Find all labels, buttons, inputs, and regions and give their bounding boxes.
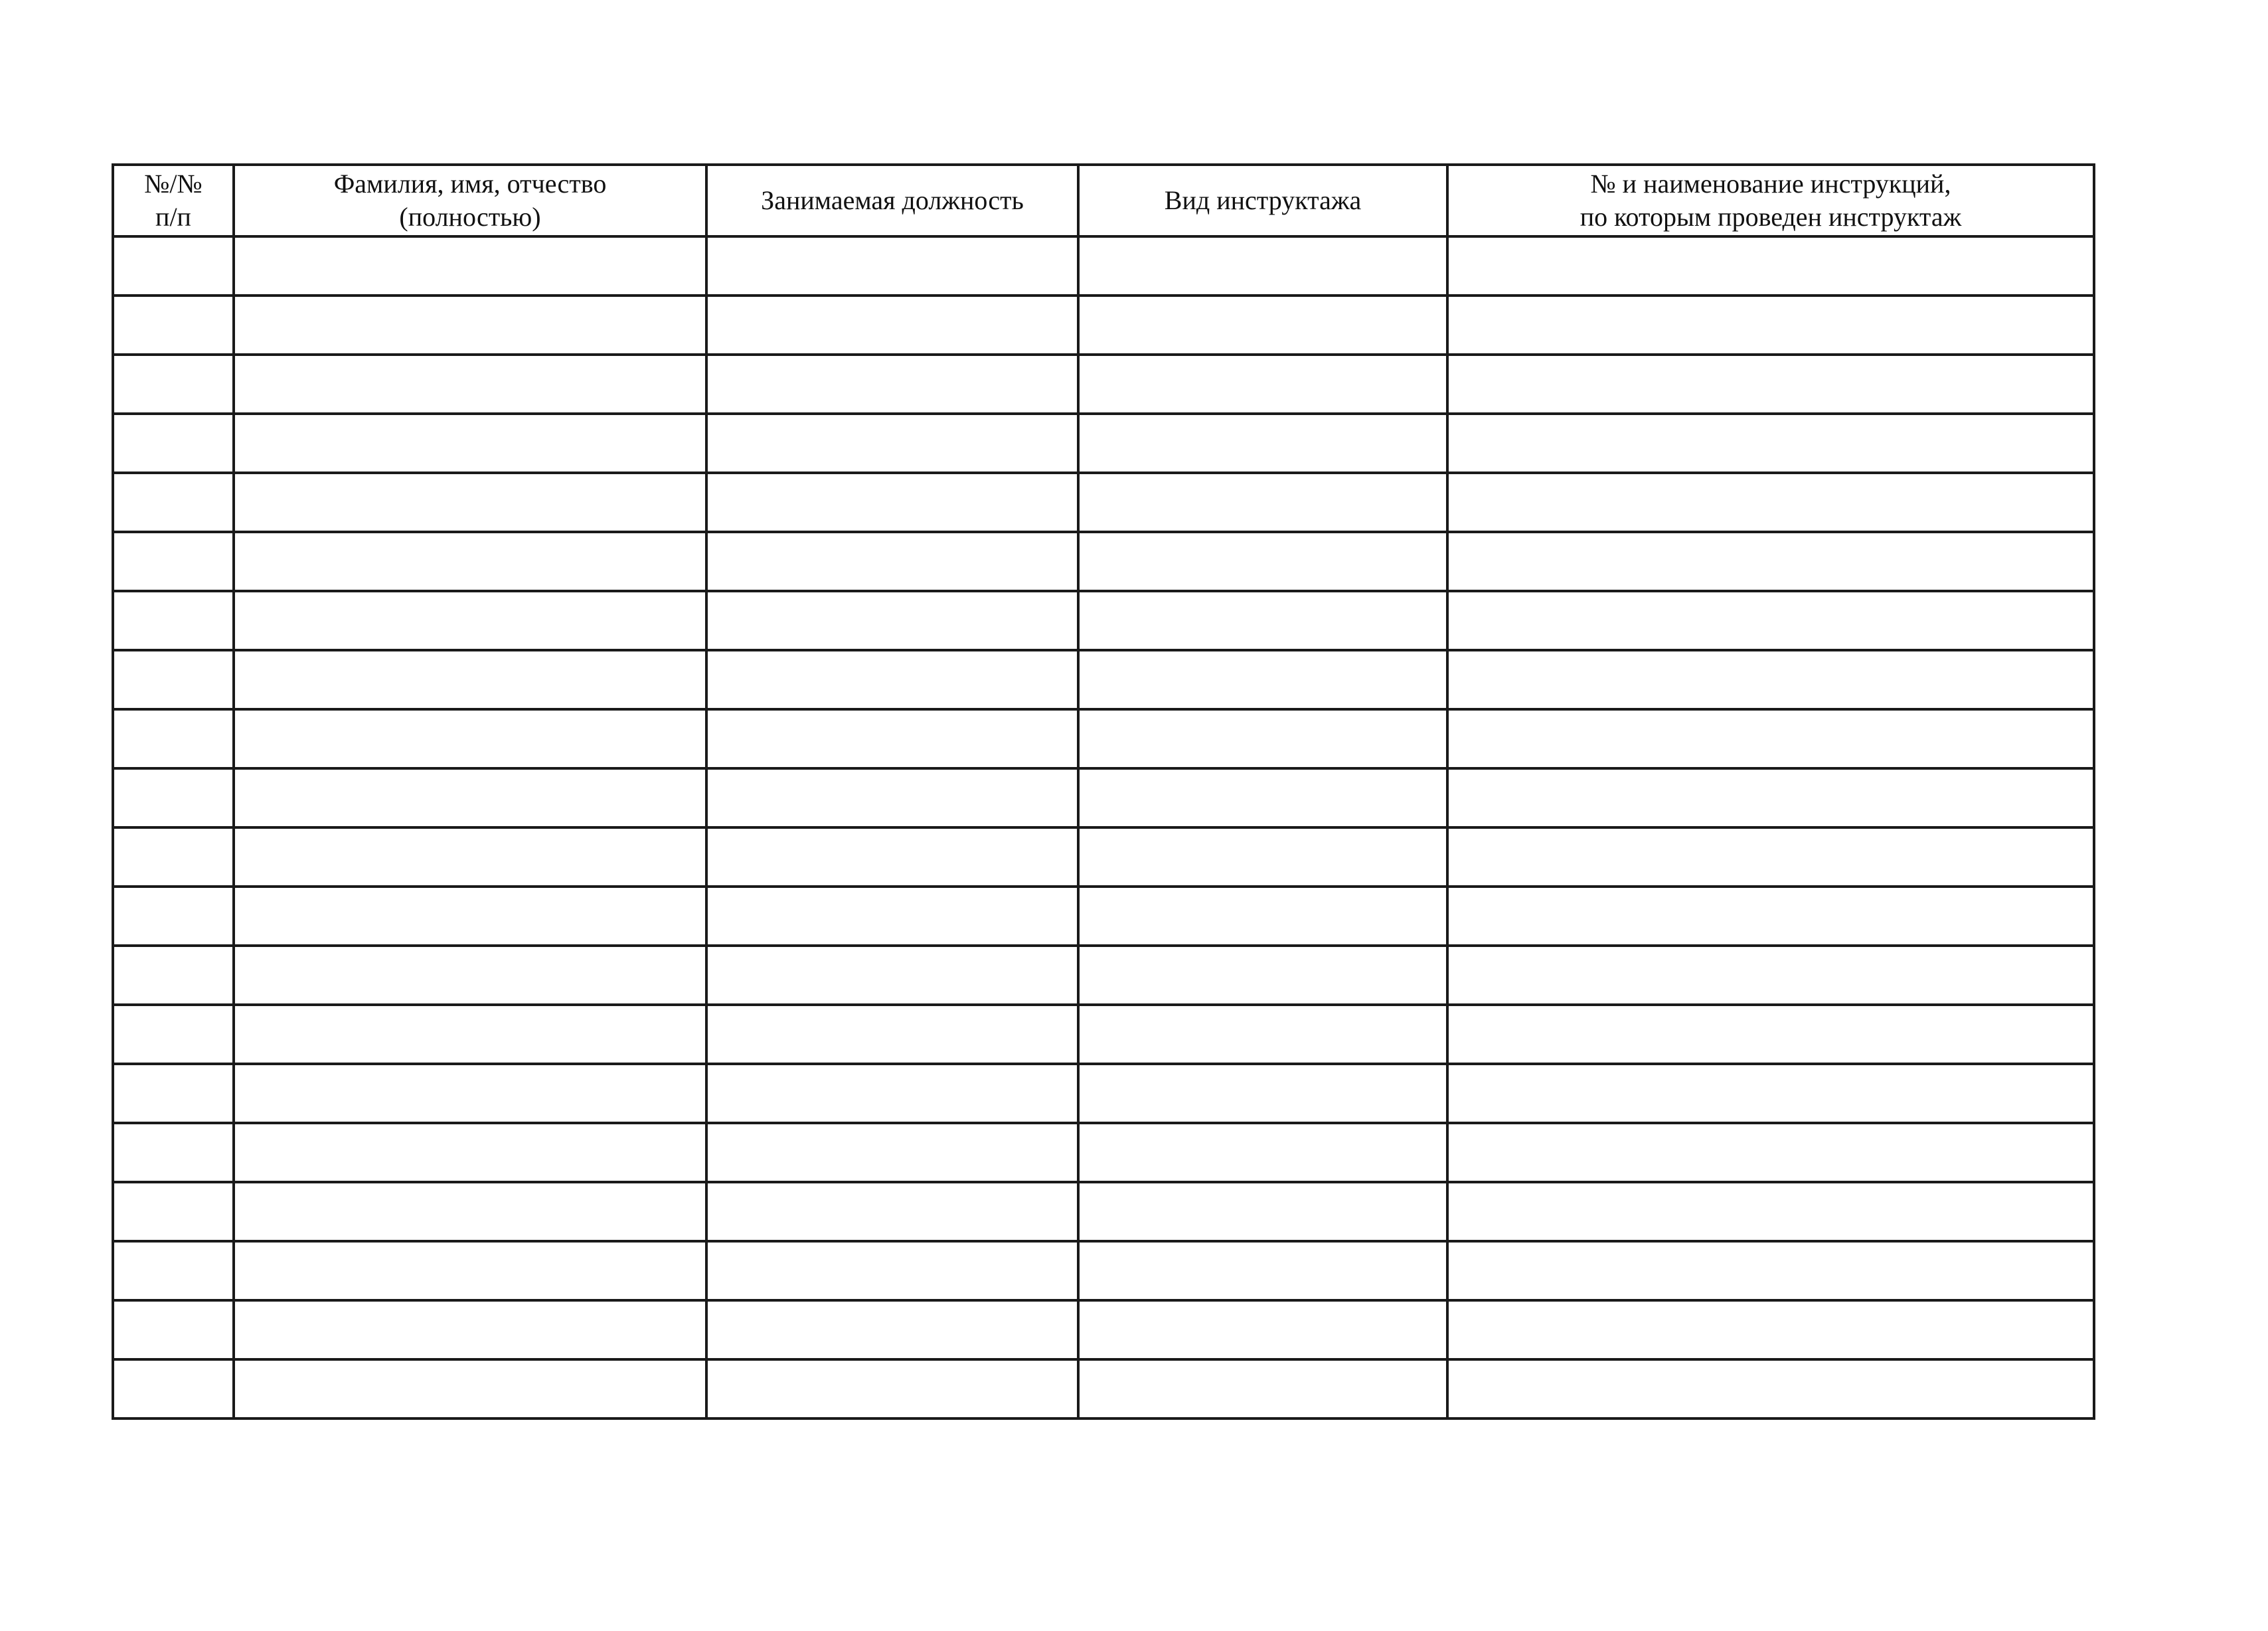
cell-position: [706, 1359, 1078, 1418]
table-row: [113, 1300, 2094, 1359]
table-row: [113, 532, 2094, 591]
cell-full-name: [234, 1182, 706, 1241]
header-instructions-line-2: по которым проведен инструктаж: [1580, 202, 1962, 232]
cell-instructions: [1447, 1064, 2094, 1123]
cell-position: [706, 236, 1078, 296]
cell-instructions: [1447, 1359, 2094, 1418]
cell-position: [706, 532, 1078, 591]
table-row: [113, 1005, 2094, 1064]
cell-instructions: [1447, 650, 2094, 709]
cell-position: [706, 1005, 1078, 1064]
cell-instructions: [1447, 1005, 2094, 1064]
cell-position: [706, 1182, 1078, 1241]
header-instructions: [1447, 165, 2094, 236]
cell-instructions: [1447, 355, 2094, 414]
cell-number: [113, 355, 234, 414]
cell-full-name: [234, 650, 706, 709]
table-row: [113, 236, 2094, 296]
cell-number: [113, 414, 234, 473]
header-full-name-line-1: Фамилия, имя, отчество: [333, 169, 607, 199]
header-full-name: [234, 165, 706, 236]
cell-instructions: [1447, 1182, 2094, 1241]
cell-position: [706, 591, 1078, 650]
cell-position: [706, 1064, 1078, 1123]
cell-number: [113, 1241, 234, 1300]
header-position-line-1: Занимаемая должность: [761, 185, 1024, 215]
cell-full-name: [234, 709, 706, 768]
cell-briefing-type: [1078, 296, 1447, 355]
table-row: [113, 1241, 2094, 1300]
cell-instructions: [1447, 1300, 2094, 1359]
cell-number: [113, 1123, 234, 1182]
cell-position: [706, 946, 1078, 1005]
table-row: [113, 1182, 2094, 1241]
cell-number: [113, 296, 234, 355]
cell-full-name: [234, 236, 706, 296]
table-row: [113, 473, 2094, 532]
cell-briefing-type: [1078, 709, 1447, 768]
cell-position: [706, 473, 1078, 532]
cell-instructions: [1447, 827, 2094, 887]
cell-number: [113, 532, 234, 591]
cell-instructions: [1447, 709, 2094, 768]
cell-instructions: [1447, 591, 2094, 650]
cell-instructions: [1447, 473, 2094, 532]
cell-position: [706, 1241, 1078, 1300]
cell-number: [113, 591, 234, 650]
cell-instructions: [1447, 1123, 2094, 1182]
cell-position: [706, 650, 1078, 709]
cell-full-name: [234, 1359, 706, 1418]
cell-briefing-type: [1078, 887, 1447, 946]
cell-full-name: [234, 355, 706, 414]
cell-position: [706, 768, 1078, 827]
header-position: [706, 165, 1078, 236]
cell-briefing-type: [1078, 236, 1447, 296]
cell-full-name: [234, 414, 706, 473]
cell-full-name: [234, 1241, 706, 1300]
header-briefing-type: [1078, 165, 1447, 236]
cell-number: [113, 887, 234, 946]
table-row: [113, 1064, 2094, 1123]
table-row: [113, 827, 2094, 887]
cell-number: [113, 473, 234, 532]
briefing-register-table: [112, 163, 2095, 1420]
cell-position: [706, 414, 1078, 473]
header-number-line-2: п/п: [155, 202, 191, 232]
cell-position: [706, 1123, 1078, 1182]
table-body: [113, 236, 2094, 1418]
cell-full-name: [234, 1005, 706, 1064]
cell-briefing-type: [1078, 768, 1447, 827]
cell-instructions: [1447, 532, 2094, 591]
cell-full-name: [234, 1300, 706, 1359]
cell-position: [706, 296, 1078, 355]
cell-full-name: [234, 591, 706, 650]
cell-briefing-type: [1078, 1182, 1447, 1241]
cell-instructions: [1447, 1241, 2094, 1300]
cell-full-name: [234, 532, 706, 591]
cell-briefing-type: [1078, 1064, 1447, 1123]
cell-briefing-type: [1078, 473, 1447, 532]
cell-full-name: [234, 1064, 706, 1123]
table-header: [113, 165, 2094, 236]
cell-number: [113, 236, 234, 296]
cell-briefing-type: [1078, 1300, 1447, 1359]
table-row: [113, 768, 2094, 827]
cell-briefing-type: [1078, 946, 1447, 1005]
cell-number: [113, 1182, 234, 1241]
table-row: [113, 414, 2094, 473]
cell-number: [113, 946, 234, 1005]
cell-full-name: [234, 473, 706, 532]
header-full-name-line-2: (полностью): [399, 202, 541, 232]
cell-position: [706, 1300, 1078, 1359]
cell-position: [706, 887, 1078, 946]
cell-instructions: [1447, 887, 2094, 946]
cell-instructions: [1447, 236, 2094, 296]
cell-instructions: [1447, 296, 2094, 355]
cell-number: [113, 1300, 234, 1359]
table-row: [113, 887, 2094, 946]
table-row: [113, 709, 2094, 768]
cell-number: [113, 1064, 234, 1123]
header-briefing-type-line-1: Вид инструктажа: [1164, 185, 1362, 215]
cell-number: [113, 709, 234, 768]
cell-full-name: [234, 1123, 706, 1182]
cell-briefing-type: [1078, 591, 1447, 650]
cell-full-name: [234, 827, 706, 887]
table-row: [113, 296, 2094, 355]
cell-briefing-type: [1078, 1123, 1447, 1182]
cell-briefing-type: [1078, 1005, 1447, 1064]
cell-number: [113, 827, 234, 887]
cell-position: [706, 709, 1078, 768]
cell-position: [706, 355, 1078, 414]
header-number: [113, 165, 234, 236]
cell-instructions: [1447, 768, 2094, 827]
cell-briefing-type: [1078, 650, 1447, 709]
table-row: [113, 1359, 2094, 1418]
table-row: [113, 355, 2094, 414]
cell-full-name: [234, 946, 706, 1005]
cell-briefing-type: [1078, 827, 1447, 887]
cell-briefing-type: [1078, 532, 1447, 591]
header-instructions-line-1: № и наименование инструкций,: [1590, 169, 1951, 199]
cell-number: [113, 1005, 234, 1064]
cell-briefing-type: [1078, 355, 1447, 414]
table-row: [113, 591, 2094, 650]
header-row: [113, 165, 2094, 236]
cell-full-name: [234, 296, 706, 355]
cell-briefing-type: [1078, 1359, 1447, 1418]
cell-number: [113, 1359, 234, 1418]
table-row: [113, 946, 2094, 1005]
table-row: [113, 1123, 2094, 1182]
cell-number: [113, 768, 234, 827]
cell-briefing-type: [1078, 1241, 1447, 1300]
cell-full-name: [234, 768, 706, 827]
cell-full-name: [234, 887, 706, 946]
cell-briefing-type: [1078, 414, 1447, 473]
header-number-line-1: №/№: [144, 169, 202, 199]
table-row: [113, 650, 2094, 709]
cell-number: [113, 650, 234, 709]
cell-position: [706, 827, 1078, 887]
cell-instructions: [1447, 946, 2094, 1005]
cell-instructions: [1447, 414, 2094, 473]
